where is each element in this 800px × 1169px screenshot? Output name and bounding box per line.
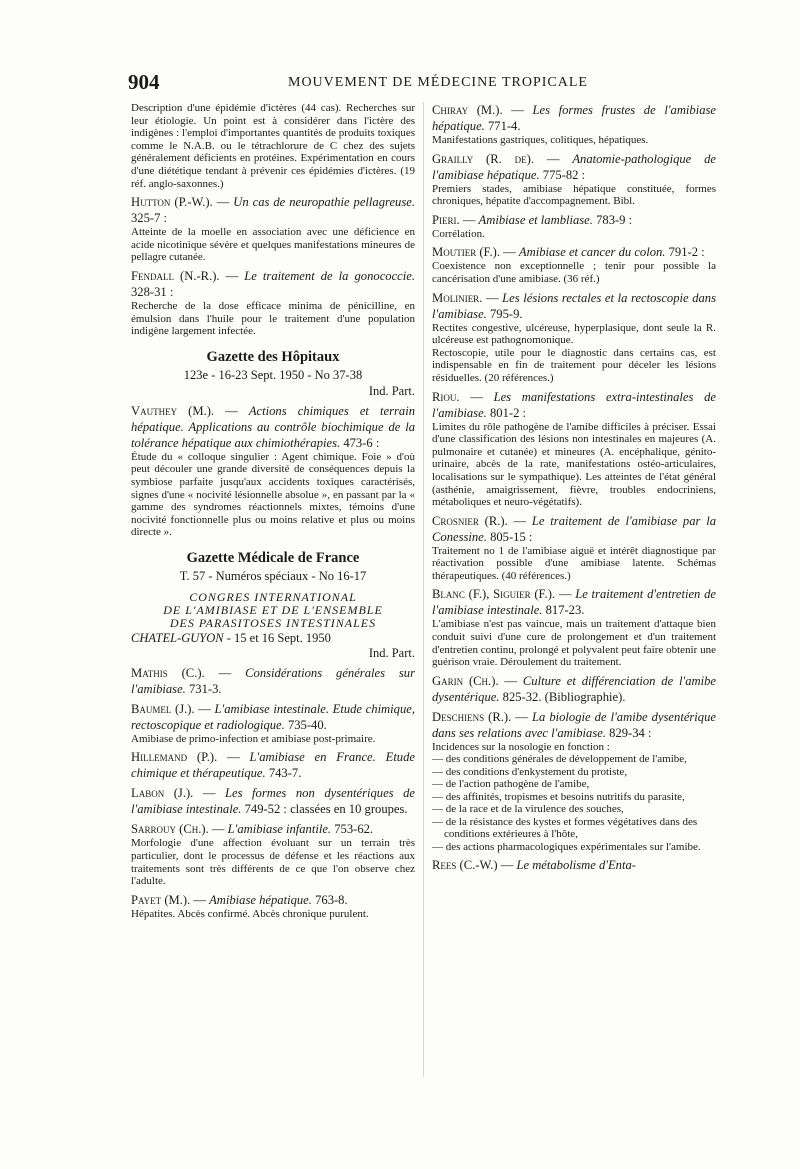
page-header — [128, 70, 718, 96]
journal-heading: Gazette Médicale de France — [186, 549, 360, 566]
entry-pages: 325-7 : — [131, 211, 168, 226]
entry-author: Deschiens (R.). — [432, 709, 512, 724]
continued-abstract: Description d'une épidémie d'ictères (44 cas). Recherches sur leur étiologie. Un point est à considérer dans l'ictère des indigènes : l'emploi d'importantes quantités de produits toxiques comme le N.A.B. ou le tétrachlorure de C chez des sujets généralement déficients en protéines. Expérimentation en cours d'une diététique tendant à prévenir ces épidémies d'ictères. (19 réf. anglo-saxonnes.) — [131, 102, 415, 190]
list-item: — de l'action pathogène de l'amibe, — [432, 778, 590, 791]
entry-author: Hutton (P.-W.). — [131, 195, 213, 210]
entry-abstract: Limites du rôle pathogène de l'amibe difficiles à préciser. Essai d'une classification des lésions non intestinales en majeures (A. pulmonaire et cutanée) et mineures (A. encéphalique, génito-urinaire, abcès de la rate, manifestations ostéo-articulaires, localisations sur le sympathique). Les atteintes de l'état général (asthénie, amaigrissement, fièvre, troubles endocriniens, métaboliques et neuro-végétatifs). — [432, 420, 716, 509]
entry-abstract: Atteinte de la moelle en association avec une déficience en acide nicotinique sévère et quelques manifestations mineures de pellagre cutanée. — [131, 226, 415, 264]
entry-title: Les manifestations extra-intestinales de l'amibiase. — [432, 389, 717, 420]
entry-pages: 775-82 : — [542, 167, 586, 182]
entry-author: Hillemand (P.). — [131, 750, 218, 765]
entry-pages: 771-4. — [487, 119, 521, 133]
page-number: 904 — [128, 70, 160, 94]
entry-pages: 763-8. — [315, 892, 348, 907]
entry-author: Mathis (C.). — [131, 665, 205, 680]
bib-entry: Crosnier (R.). — Le traitement de l'amibiase par la Conessine. 805-15 : Traitement no 1 de l'amibiase aiguë et intérêt diagnostique par réactivation possible d'une amibiase latente. Schémas thérapeutiques. (40 références.) — [432, 513, 717, 582]
entry-title: Un cas de neuropathie pellagreuse. — [233, 195, 415, 210]
entry-title: Amibiase et cancer du colon. — [518, 245, 666, 260]
entry-title: Les formes non dysentériques de l'amibiase intestinale. — [131, 786, 415, 817]
bib-entry: Payet (M.). — Amibiase hépatique. 763-8. Hépatites. Abcès confirmé. Abcès chronique purulent. — [131, 892, 415, 921]
bib-entry: Fendall (N.-R.). — Le traitement de la gonococcie. 328-31 : Recherche de la dose efficace minima de pénicilline, en émulsion dans l'huile pour le traitement d'une population indigène largement infectée. — [131, 268, 416, 338]
entry-abstract: Recherche de la dose efficace minima de pénicilline, en émulsion dans l'huile pour le traitement d'une population indigène largement infectée. — [131, 299, 415, 338]
bib-entry: Molinier. — Les lésions rectales et la rectoscopie dans l'amibiase. 795-9. Rectites congestive, ulcéreuse, hyperplasique, dont seule la R. ulcéreuse est pathognomonique. Rectoscopie, utile pour le diagnostic dans certains cas, est indispensable en fin de traitement pour déceler les lésions résiduelles. (20 références.) — [432, 290, 716, 384]
entry-pages: 749-52 : classées en 10 groupes. — [244, 802, 408, 817]
bib-entry: Grailly (R. de). — Anatomie-pathologique de l'amibiase hépatique. 775-82 : Premiers stades, amibiase hépatique constituée, formes chroniques, hépatite d'accompagnement. Bibl. — [432, 151, 716, 208]
entry-title: L'amibiase infantile. — [227, 822, 332, 837]
entry-abstract: Morfologie d'une affection évoluant sur un terrain très particulier, dont le processus de défense et les réactions aux traitements sont très différents de ce que l'on observe chez l'adulte. — [131, 837, 415, 888]
entry-abstract: Traitement no 1 de l'amibiase aiguë et intérêt diagnostique par réactivation possible d'une amibiase latente. Schémas thérapeutiques. (40 références.) — [432, 544, 716, 582]
bib-entry: Rees (C.-W.) — Le métabolisme d'Enta- — [432, 858, 636, 873]
entry-title: Considérations générales sur l'amibiase. — [131, 665, 416, 696]
entry-pages: 801-2 : — [489, 405, 527, 420]
entry-abstract: Premiers stades, amibiase hépatique constituée, formes chroniques, hépatite d'accompagnement. Bibl. — [432, 182, 716, 208]
entry-title: Le traitement de la gonococcie. — [244, 268, 416, 283]
entry-abstract: Amibiase de primo-infection et amibiase post-primaire. — [131, 732, 376, 745]
entry-pages: 825-32. (Bibliographie). — [502, 689, 626, 704]
bib-entry: Hutton (P.-W.). — Un cas de neuropathie pellagreuse. 325-7 : Atteinte de la moelle en association avec une déficience en acide nicotinique sévère et quelques manifestations mineures de pellagre cutanée. — [131, 195, 415, 264]
entry-title: Les lésions rectales et la rectoscopie dans l'amibiase. — [432, 290, 716, 321]
entry-pages: 473-6 : — [343, 435, 380, 450]
entry-title: Le métabolisme d'Enta- — [516, 858, 636, 873]
journal-issue: T. 57 - Numéros spéciaux - No 16-17 — [179, 568, 367, 583]
entry-title: Amibiase et lambliase. — [478, 212, 593, 227]
entry-author: Fendall (N.-R.). — [131, 268, 220, 283]
entry-author: Pieri. — [432, 212, 460, 227]
entry-author: Crosnier (R.). — [432, 513, 508, 528]
entry-abstract: Étude du « colloque singulier : Agent chimique. Foie » d'où peut découler une grande diversité de conséquences depuis la symbiose parfaite jusqu'aux accidents toxiques caractérisés, signes d'une « nocivité lésionnelle absolue », en passant par la « gamme des syndromes réactionnels mixtes, témoins d'une nocivité fonctionnelle plus ou moins relative et plus ou moins directe ». — [131, 450, 415, 539]
bib-entry: Chiray (M.). — Les formes frustes de l'amibiase hépatique. 771-4. Manifestations gastriques, colitiques, hépatiques. — [432, 103, 717, 146]
congress-place: CHATEL-GUYON — [131, 630, 224, 645]
entry-abstract: Coexistence non exceptionnelle ; tenir pour possible la cancérisation d'une amibiase. (36 réf.) — [432, 260, 716, 285]
index-label: Ind. Part. — [368, 645, 415, 660]
congress-title: CONGRES INTERNATIONAL — [189, 589, 357, 604]
entry-pages: 791-2 : — [668, 245, 705, 260]
entry-abstract: Hépatites. Abcès confirmé. Abcès chronique purulent. — [131, 907, 369, 920]
column-divider — [423, 102, 424, 1077]
bib-entry: Blanc (F.), Siguier (F.). — Le traitement d'entretien de l'amibiase intestinale. 817-23. L'amibiase n'est pas vaincue, mais un traitement d'attaque bien conduit suivi d'une cure de prolongement et d'un traitement d'entretien continu, prolongé et polyvalent peut faire obtenir une guérison vraie. Déroulement du traitement. — [432, 587, 717, 669]
entry-pages: 328-31 : — [131, 284, 174, 299]
entry-author: Chiray (M.). — [432, 103, 503, 117]
journal-issue: 123e - 16-23 Sept. 1950 - No 37-38 — [183, 367, 363, 382]
entry-pages: 783-9 : — [596, 212, 633, 227]
list-item: — des conditions générales de développement de l'amibe, — [432, 753, 687, 766]
list-item: — de la résistance des kystes et formes végétatives dans des conditions extérieures à l'hôte, — [432, 815, 698, 841]
entry-author: Blanc (F.), Siguier (F.). — [432, 587, 556, 602]
entry-author: Baumel (J.). — [131, 701, 195, 716]
right-column — [432, 102, 716, 873]
entry-title: Le traitement de l'amibiase par la Conessine. — [432, 513, 717, 544]
bib-entry: Garin (Ch.). — Culture et différenciation de l'amibe dysentérique. 825-32. (Bibliographie). — [432, 673, 717, 704]
entry-abstract: Incidences sur la nosologie en fonction : — [432, 740, 610, 753]
congress-date: - 15 et 16 Sept. 1950 — [226, 630, 331, 645]
entry-title: L'amibiase en France. Etude chimique et thérapeutique. — [131, 750, 415, 781]
entry-title: Les formes frustes de l'amibiase hépatique. — [432, 103, 717, 133]
entry-pages: 735-40. — [287, 717, 327, 732]
entry-title: Le traitement d'entretien de l'amibiase intestinale. — [432, 587, 717, 618]
bib-entry: Moutier (F.). — Amibiase et cancer du colon. 791-2 : Coexistence non exceptionnelle ; tenir pour possible la cancérisation d'une amibiase. (36 réf.) — [432, 245, 716, 285]
entry-abstract: Manifestations gastriques, colitiques, hépatiques. — [432, 134, 649, 146]
entry-author: Vauthey (M.). — [131, 403, 215, 418]
bib-entry: Deschiens (R.). — La biologie de l'amibe dysentérique dans ses relations avec l'amibiase. 829-34 : Incidences sur la nosologie en fonction : — des conditions générales de développement de l'amibe, — des conditions d'enkystement du protiste, — de l'action pathogène de l'amibe, — des affinités, tropismes et besoins nutritifs du parasite, — de la race et de la virulence des souches, — de la résistance des kystes et formes végétatives dans des conditions extérieures à l'hôte, — des actions pharmacologiques expérimentales sur l'amibe. — [432, 709, 716, 853]
entry-pages: 817-23. — [545, 603, 585, 618]
entry-pages: 829-34 : — [609, 725, 652, 740]
bib-entry: Vauthey (M.). — Actions chimiques et terrain hépatique. Applications au contrôle biochimique de la tolérance hépatique aux chimiothérapies. 473-6 : Étude du « colloque singulier : Agent chimique. Foie » d'où peut découler une grande diversité de conséquences depuis la symbiose parfaite jusqu'aux accidents toxiques caractérisés, signes d'une « nocivité lésionnelle absolue », en passant par la « gamme des syndromes réactionnels mixtes, témoins d'une nocivité fonctionnelle plus ou moins relative et plus ou moins directe ». — [131, 403, 415, 539]
congress-title: DE L'AMIBIASE ET DE L'ENSEMBLE — [163, 602, 383, 617]
entry-abstract: L'amibiase n'est pas vaincue, mais un traitement d'attaque bien conduit suivi d'une cure de prolongement et d'un traitement d'entretien continu, prolongé et polyvalent peut faire obtenir une guérison vraie. Déroulement du traitement. — [432, 618, 716, 669]
bib-entry: Pieri. — Amibiase et lambliase. 783-9 : Corrélation. — [432, 212, 716, 241]
entry-author: Moutier (F.). — [432, 245, 501, 260]
entry-title: Culture et différenciation de l'amibe dysentérique. — [432, 673, 717, 704]
incidence-list — [432, 753, 716, 853]
bib-entry: Mathis (C.). — Considérations générales sur l'amibiase. 731-3. — [131, 665, 416, 696]
bib-entry: Labon (J.). — Les formes non dysentériques de l'amibiase intestinale. 749-52 : classées en 10 groupes. — [131, 786, 415, 817]
congress-title: DES PARASITOSES INTESTINALES — [169, 615, 377, 630]
entry-author: Sarrouy (Ch.). — [131, 822, 209, 837]
entry-pages: 805-15 : — [490, 529, 533, 544]
entry-author: Labon (J.). — [131, 786, 194, 801]
bib-entry: Hillemand (P.). — L'amibiase en France. Etude chimique et thérapeutique. 743-7. — [131, 750, 415, 781]
list-item: — des affinités, tropismes et besoins nutritifs du parasite, — [432, 790, 685, 803]
entry-title: Actions chimiques et terrain hépatique. Applications au contrôle biochimique de la tolérance hépatique aux chimiothérapies. — [131, 403, 415, 450]
list-item: — des actions pharmacologiques expérimentales sur l'amibe. — [432, 840, 701, 853]
entry-title: Amibiase hépatique. — [209, 892, 312, 907]
entry-author: Grailly (R. de). — [432, 151, 534, 166]
entry-pages: 731-3. — [188, 681, 222, 696]
entry-abstract: Rectoscopie, utile pour le diagnostic dans certains cas, est indispensable en fin de traitement pour déceler les lésions résiduelles. (20 références.) — [432, 346, 716, 384]
bib-entry: Baumel (J.). — L'amibiase intestinale. Etude chimique, rectoscopique et radiologique. 735-40. Amibiase de primo-infection et amibiase post-primaire. — [131, 701, 415, 745]
entry-title: L'amibiase intestinale. Etude chimique, rectoscopique et radiologique. — [131, 701, 415, 732]
left-column — [131, 102, 415, 920]
entry-author: Garin (Ch.). — [432, 673, 499, 688]
entry-author: Riou. — [432, 389, 460, 404]
list-item: — des conditions d'enkystement du protiste, — [432, 765, 628, 778]
entry-pages: 743-7. — [268, 766, 302, 781]
entry-abstract: Rectites congestive, ulcéreuse, hyperplasique, dont seule la R. ulcéreuse est pathognomonique. — [432, 321, 716, 347]
entry-author: Payet (M.). — [131, 892, 191, 907]
running-head: MOUVEMENT DE MÉDECINE TROPICALE — [288, 75, 588, 90]
bib-entry: Riou. — Les manifestations extra-intestinales de l'amibiase. 801-2 : Limites du rôle pathogène de l'amibe difficiles à préciser. Essai d'une classification des lésions non intestinales en majeures (A. pulmonaire et cutanée) et mineures (A. encéphalique, génito-urinaire, abcès de la rate, manifestations ostéo-articulaires, localisations sur le sympathique). Les atteintes de l'état général (asthénie, amaigrissement, fièvre, troubles endocriniens, métaboliques et neuro-végétatifs). — [432, 389, 717, 509]
entry-author: Molinier. — [432, 290, 483, 305]
entry-abstract: Corrélation. — [432, 227, 485, 240]
entry-title: La biologie de l'amibe dysentérique dans ses relations avec l'amibiase. — [432, 709, 716, 740]
entry-pages: 753-62. — [334, 822, 374, 837]
entry-pages: 795-9. — [489, 306, 523, 321]
entry-author: Rees (C.-W.) — [432, 858, 498, 873]
journal-heading: Gazette des Hôpitaux — [206, 348, 340, 365]
bib-entry: Sarrouy (Ch.). — L'amibiase infantile. 753-62. Morfologie d'une affection évoluant sur un terrain très particulier, dont le processus de défense et les réactions aux traitements sont très différents de ce que l'on observe chez l'adulte. — [131, 822, 415, 888]
list-item: — de la race et de la virulence des souches, — [432, 803, 624, 816]
index-label: Ind. Part. — [368, 383, 415, 398]
entry-title: Anatomie-pathologique de l'amibiase hépatique. — [432, 151, 716, 182]
